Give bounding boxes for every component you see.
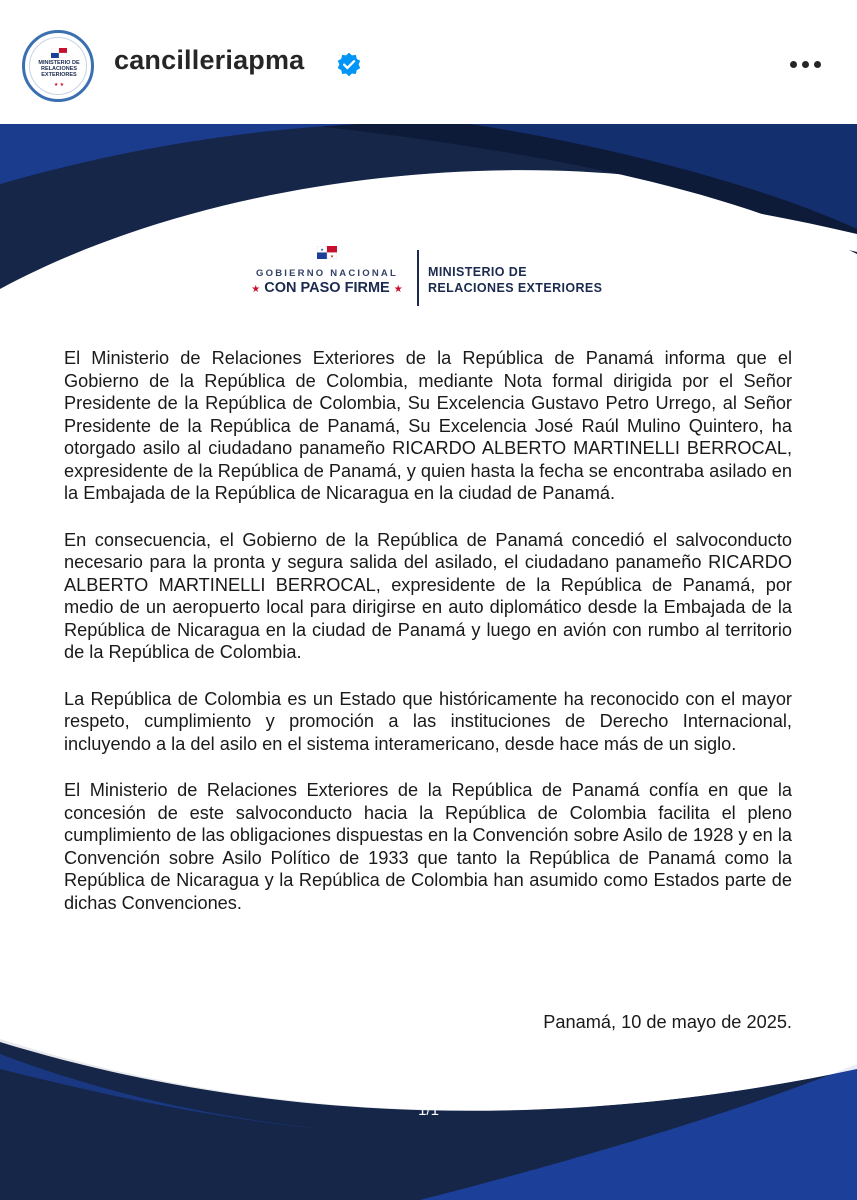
panama-flag-icon: [51, 48, 67, 58]
avatar-text: [30, 60, 88, 78]
dot: [790, 61, 797, 68]
paragraph: En consecuencia, el Gobierno de la República de Panamá concedió el salvoconducto necesario para la pronta y segura salida del asilado, el ciudadano panameño RICARDO ALBERTO MARTINELLI BERROCAL, expresidente de la República de Panamá, por medio de un aeropuerto local para dirigirse en auto diplomático desde la Embajada de la República de Nicaragua en la ciudad de Panamá y luego en avión con rumbo al territorio de la República de Colombia.: [64, 529, 792, 662]
document-image: [0, 124, 857, 1200]
dot: [814, 61, 821, 68]
avatar[interactable]: [22, 30, 94, 102]
star-icon: ★ ★: [53, 82, 65, 88]
more-options-icon[interactable]: [790, 55, 830, 75]
page-indicator: 1/1: [418, 1102, 439, 1119]
verified-badge-icon: [336, 52, 362, 78]
avatar-line: MINISTERIO DE: [38, 60, 80, 66]
government-logo: [246, 246, 626, 310]
svg-text:★: ★: [330, 253, 334, 259]
paragraph: El Ministerio de Relaciones Exteriores de la República de Panamá confía en que la concesión de este salvoconducto hacia la República de Colombia facilita el pleno cumplimiento de las obligaciones dispuestas en la Convención sobre Asilo de 1928 y en la Convención sobre Asilo Político de 1933 que tanto la República de Panamá como la República de Nicaragua y la República de Colombia han asumido como Estados parte de dichas Convenciones.: [64, 780, 792, 913]
post-header: [0, 0, 857, 124]
ministry-label: [428, 264, 628, 296]
date-signoff: Panamá, 10 de mayo de 2025.: [543, 1012, 792, 1032]
slogan-text: CON PASO FIRME: [264, 280, 390, 296]
paragraph: La República de Colombia es un Estado que históricamente ha reconocido con el mayor respeto, cumplimiento y promoción a las instituciones de Derecho Internacional, incluyendo a la del asilo en el sistema interamericano, desde hace más de un siglo.: [64, 688, 792, 754]
star-icon: ★: [393, 284, 403, 295]
government-slogan: [246, 280, 408, 296]
statement-body: [64, 347, 792, 938]
avatar-line: EXTERIORES: [41, 72, 77, 78]
avatar-line: RELACIONES: [40, 66, 78, 72]
star-icon: ★: [251, 284, 261, 295]
ministry-line: MINISTERIO DE: [428, 265, 527, 279]
svg-text:★: ★: [320, 247, 324, 252]
avatar-logo: [29, 37, 87, 95]
ministry-line: RELACIONES EXTERIORES: [428, 281, 603, 295]
logo-divider: [417, 250, 419, 306]
username[interactable]: cancilleriapma: [114, 45, 305, 75]
paragraph: El Ministerio de Relaciones Exteriores de la República de Panamá informa que el Gobierno de la República de Colombia, mediante Nota formal dirigida por el Señor Presidente de la República de Colombia, Su Excelencia Gustavo Petro Urrego, al Señor Presidente de la República de Panamá, Su Excelencia José Raúl Mulino Quintero, ha otorgado asilo al ciudadano panameño RICARDO ALBERTO MARTINELLI BERROCAL, expresidente de la República de Panamá, y quien hasta la fecha se encontraba asilado en la Embajada de la República de Nicaragua en la ciudad de Panamá.: [64, 348, 792, 503]
panama-flag-icon: [317, 246, 337, 259]
dot: [802, 61, 809, 68]
government-label: GOBIERNO NACIONAL: [256, 268, 398, 279]
